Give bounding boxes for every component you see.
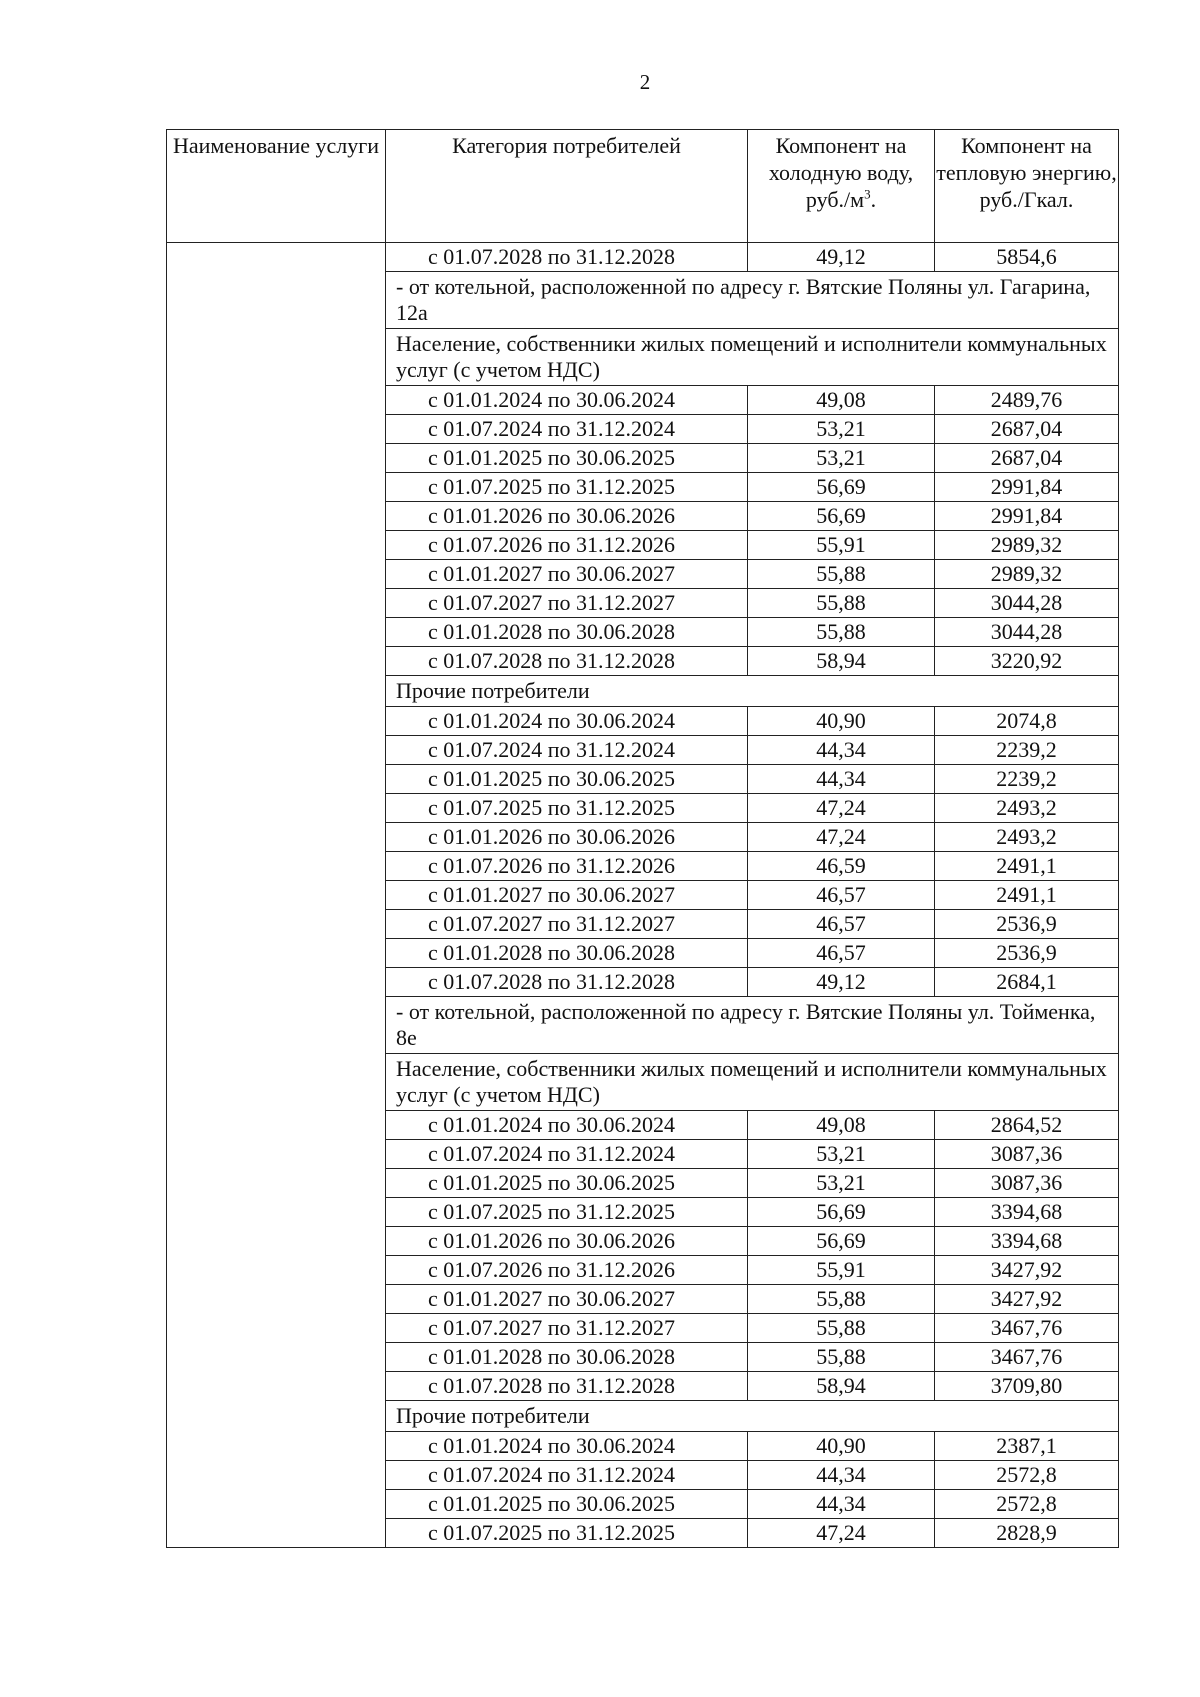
heat-value: 2489,76 [935, 386, 1119, 415]
heat-value: 2493,2 [935, 823, 1119, 852]
heat-value: 2572,8 [935, 1490, 1119, 1519]
period-cell: с 01.07.2028 по 31.12.2028 [386, 1372, 748, 1401]
period-cell: с 01.07.2025 по 31.12.2025 [386, 794, 748, 823]
heat-value: 3394,68 [935, 1227, 1119, 1256]
cold-water-value: 44,34 [748, 736, 935, 765]
period-cell: с 01.01.2026 по 30.06.2026 [386, 502, 748, 531]
heat-value: 2074,8 [935, 707, 1119, 736]
heat-value: 3220,92 [935, 647, 1119, 676]
heat-value: 2991,84 [935, 473, 1119, 502]
table-row [167, 243, 1119, 272]
cold-water-value: 58,94 [748, 1372, 935, 1401]
period-cell: с 01.01.2025 по 30.06.2025 [386, 765, 748, 794]
cold-water-value: 55,88 [748, 1314, 935, 1343]
header-service: Наименование услуги [167, 130, 386, 243]
cold-water-value: 53,21 [748, 444, 935, 473]
period-cell: с 01.01.2026 по 30.06.2026 [386, 823, 748, 852]
heat-value: 3427,92 [935, 1256, 1119, 1285]
period-cell: с 01.01.2028 по 30.06.2028 [386, 939, 748, 968]
period-cell: с 01.01.2025 по 30.06.2025 [386, 444, 748, 473]
header-cold-water: Компонент на холодную воду, $руб./м^3$. [748, 130, 935, 243]
heat-value: 3087,36 [935, 1140, 1119, 1169]
period-cell: с 01.01.2024 по 30.06.2024 [386, 1432, 748, 1461]
cold-water-value: 55,88 [748, 618, 935, 647]
period-cell: с 01.07.2024 по 31.12.2024 [386, 1461, 748, 1490]
cold-water-value: 47,24 [748, 1519, 935, 1548]
consumer-group-cell: Прочие потребители [386, 676, 1119, 707]
cold-water-value: 53,21 [748, 415, 935, 444]
period-cell: с 01.01.2024 по 30.06.2024 [386, 386, 748, 415]
heat-value: 2493,2 [935, 794, 1119, 823]
cold-water-value: 55,88 [748, 560, 935, 589]
heat-value: 2991,84 [935, 502, 1119, 531]
cold-water-value: 56,69 [748, 502, 935, 531]
cold-water-value: 40,90 [748, 1432, 935, 1461]
period-cell: с 01.01.2025 по 30.06.2025 [386, 1490, 748, 1519]
heat-value: 3467,76 [935, 1343, 1119, 1372]
period-cell: с 01.01.2024 по 30.06.2024 [386, 1111, 748, 1140]
cold-water-value: 55,88 [748, 1285, 935, 1314]
cold-water-value: 58,94 [748, 647, 935, 676]
heat-value: 3087,36 [935, 1169, 1119, 1198]
heat-value: 3044,28 [935, 618, 1119, 647]
cold-water-value: 55,91 [748, 531, 935, 560]
heat-value: 2491,1 [935, 852, 1119, 881]
cold-water-value: 44,34 [748, 1490, 935, 1519]
consumer-group-cell: Население, собственники жилых помещений и исполнители коммунальных услуг (с учетом НДС) [386, 329, 1119, 386]
heat-value: 2536,9 [935, 910, 1119, 939]
heat-value: 2687,04 [935, 444, 1119, 473]
cold-water-value: 55,91 [748, 1256, 935, 1285]
period-cell: с 01.01.2028 по 30.06.2028 [386, 1343, 748, 1372]
heat-value: 3467,76 [935, 1314, 1119, 1343]
period-cell: с 01.07.2025 по 31.12.2025 [386, 1198, 748, 1227]
period-cell: с 01.07.2024 по 31.12.2024 [386, 415, 748, 444]
period-cell: с 01.07.2027 по 31.12.2027 [386, 589, 748, 618]
period-cell: с 01.07.2024 по 31.12.2024 [386, 1140, 748, 1169]
period-cell: с 01.07.2026 по 31.12.2026 [386, 852, 748, 881]
period-cell: с 01.07.2024 по 31.12.2024 [386, 736, 748, 765]
period-cell: с 01.01.2026 по 30.06.2026 [386, 1227, 748, 1256]
heat-value: 2684,1 [935, 968, 1119, 997]
tariff-table [166, 129, 1119, 1548]
cold-water-value: 49,08 [748, 386, 935, 415]
heat-value: 2239,2 [935, 765, 1119, 794]
boiler-location-cell: - от котельной, расположенной по адресу г. Вятские Поляны ул. Тойменка, 8е [386, 997, 1119, 1054]
heat-value: 2864,52 [935, 1111, 1119, 1140]
consumer-group-cell: Прочие потребители [386, 1401, 1119, 1432]
cold-water-value: 49,08 [748, 1111, 935, 1140]
period-cell: с 01.01.2028 по 30.06.2028 [386, 618, 748, 647]
page-number: 2 [639, 70, 651, 94]
period-cell: с 01.01.2027 по 30.06.2027 [386, 560, 748, 589]
heat-value: 2828,9 [935, 1519, 1119, 1548]
boiler-location-cell: - от котельной, расположенной по адресу г. Вятские Поляны ул. Гагарина, 12а [386, 272, 1119, 329]
cold-water-value: 47,24 [748, 794, 935, 823]
heat-value: 5854,6 [935, 243, 1119, 272]
period-cell: с 01.07.2027 по 31.12.2027 [386, 1314, 748, 1343]
table-body [167, 243, 1119, 1548]
period-cell: с 01.07.2028 по 31.12.2028 [386, 243, 748, 272]
cold-water-value: 55,88 [748, 589, 935, 618]
cold-water-value: 49,12 [748, 968, 935, 997]
cold-water-value: 46,59 [748, 852, 935, 881]
cold-water-value: 46,57 [748, 939, 935, 968]
period-cell: с 01.07.2026 по 31.12.2026 [386, 531, 748, 560]
cold-water-value: 46,57 [748, 881, 935, 910]
heat-value: 2687,04 [935, 415, 1119, 444]
cold-water-value: 56,69 [748, 1227, 935, 1256]
period-cell: с 01.07.2026 по 31.12.2026 [386, 1256, 748, 1285]
cold-water-value: 40,90 [748, 707, 935, 736]
heat-value: 3709,80 [935, 1372, 1119, 1401]
period-cell: с 01.07.2027 по 31.12.2027 [386, 910, 748, 939]
heat-value: 2239,2 [935, 736, 1119, 765]
cold-water-value: 44,34 [748, 765, 935, 794]
heat-value: 2989,32 [935, 531, 1119, 560]
cold-water-value: 46,57 [748, 910, 935, 939]
period-cell: с 01.01.2024 по 30.06.2024 [386, 707, 748, 736]
heat-value: 2491,1 [935, 881, 1119, 910]
cold-water-value: 56,69 [748, 1198, 935, 1227]
table-header-row [167, 130, 1119, 243]
heat-value: 3394,68 [935, 1198, 1119, 1227]
heat-value: 3044,28 [935, 589, 1119, 618]
cold-water-value: 53,21 [748, 1169, 935, 1198]
heat-value: 3427,92 [935, 1285, 1119, 1314]
period-cell: с 01.01.2025 по 30.06.2025 [386, 1169, 748, 1198]
cold-water-value: 56,69 [748, 473, 935, 502]
service-name-cell [167, 243, 386, 1548]
cold-water-value: 49,12 [748, 243, 935, 272]
heat-value: 2387,1 [935, 1432, 1119, 1461]
cold-water-value: 55,88 [748, 1343, 935, 1372]
cold-water-value: 44,34 [748, 1461, 935, 1490]
period-cell: с 01.07.2028 по 31.12.2028 [386, 647, 748, 676]
header-category: Категория потребителей [386, 130, 748, 243]
period-cell: с 01.01.2027 по 30.06.2027 [386, 881, 748, 910]
period-cell: с 01.07.2025 по 31.12.2025 [386, 1519, 748, 1548]
period-cell: с 01.07.2028 по 31.12.2028 [386, 968, 748, 997]
cold-water-value: 47,24 [748, 823, 935, 852]
cold-water-value: 53,21 [748, 1140, 935, 1169]
period-cell: с 01.07.2025 по 31.12.2025 [386, 473, 748, 502]
header-heat: Компонент на тепловую энергию, руб./Гкал. [935, 130, 1119, 243]
heat-value: 2536,9 [935, 939, 1119, 968]
heat-value: 2572,8 [935, 1461, 1119, 1490]
heat-value: 2989,32 [935, 560, 1119, 589]
period-cell: с 01.01.2027 по 30.06.2027 [386, 1285, 748, 1314]
consumer-group-cell: Население, собственники жилых помещений и исполнители коммунальных услуг (с учетом НДС) [386, 1054, 1119, 1111]
